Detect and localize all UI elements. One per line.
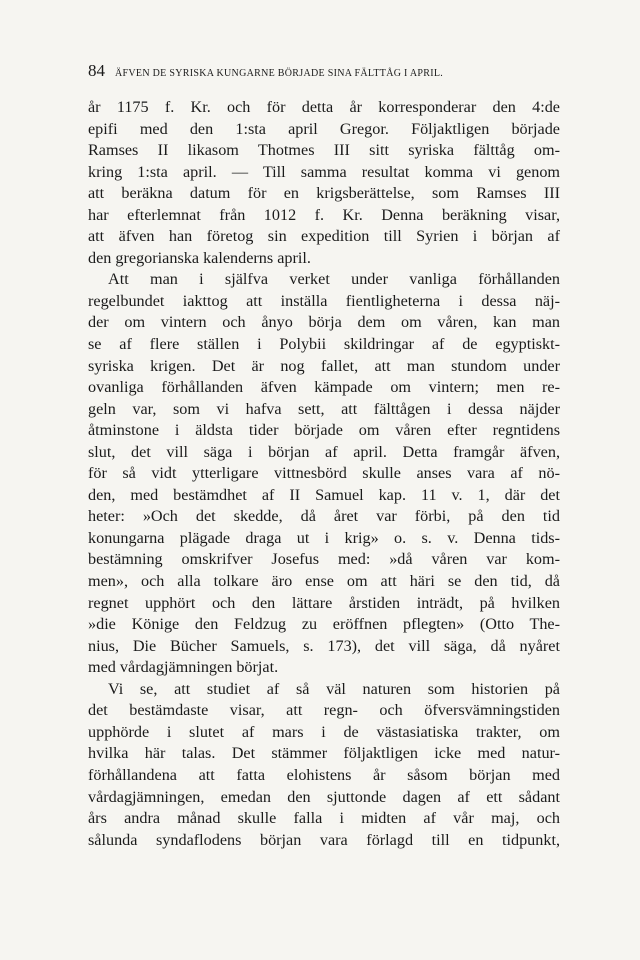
text-line: syriska krigen. Det är nog fallet, att man stundom under: [88, 356, 560, 375]
text-line: heter: »Och det skedde, då året var förbi, på den tid: [88, 507, 560, 526]
text-line: Ramses II likasom Thotmes III sitt syriska fälttåg om-: [88, 141, 560, 160]
text-line: slut, det vill säga i början af april. Detta framgår äfven,: [88, 442, 560, 461]
text-line: upphörde i slutet af mars i de västasiatiska trakter, om: [88, 722, 560, 741]
text-line: den gregorianska kalenderns april.: [88, 248, 311, 267]
text-line: att beräkna datum för en krigsberättelse, som Ramses III: [88, 184, 560, 203]
running-title: ÄFVEN DE SYRISKA KUNGARNE BÖRJADE SINA FÄLTTÅG I APRIL.: [115, 68, 444, 79]
text-line: men», och alla tolkare äro ense om att häri se den tid, då: [88, 572, 560, 591]
text-line: bestämning omskrifver Josefus med: »då våren var kom-: [88, 550, 560, 569]
text-line: der om vintern och ånyo börja dem om våren, kan man: [88, 313, 560, 332]
text-line: regnet upphört och den lättare årstiden inträdt, på hvilken: [88, 593, 560, 612]
text-line: med vårdagjämningen börjat.: [88, 658, 279, 677]
text-line: epifi med den 1:sta april Gregor. Följaktligen började: [88, 119, 560, 138]
text-line: förhållandena att fatta elohistens år såsom början med: [88, 765, 560, 784]
text-line: års andra månad skulle falla i midten af vår maj, och: [88, 809, 560, 828]
text-line: att äfven han företog sin expedition till Syrien i början af: [88, 227, 560, 246]
book-page: [88, 60, 560, 851]
page-number: 84: [88, 61, 105, 80]
text-line: nius, Die Bücher Samuels, s. 173), det vill säga, då nyåret: [88, 636, 560, 655]
text-line: regelbundet iakttog att inställa fientligheterna i dessa näj-: [88, 291, 560, 310]
text-line: den, med bestämdhet af II Samuel kap. 11 v. 1, där det: [88, 485, 560, 504]
running-head: [88, 60, 560, 85]
text-line: ovanliga förhållanden äfven kämpade om vintern; men re-: [88, 378, 560, 397]
text-line: hvilka här talas. Det stämmer följaktligen icke med natur-: [88, 744, 560, 763]
text-line: vårdagjämningen, emedan den sjuttonde dagen af ett sådant: [88, 787, 560, 806]
text-line: Vi se, att studiet af så väl naturen som historien på: [108, 679, 560, 698]
text-line: sålunda syndaflodens början vara förlagd till en tidpunkt,: [88, 830, 560, 849]
text-line: har efterlemnat från 1012 f. Kr. Denna beräkning visar,: [88, 205, 560, 224]
text-line: kring 1:sta april. — Till samma resultat komma vi genom: [88, 162, 560, 181]
text-line: för så vidt ytterligare vittnesbörd skulle anses vara af nö-: [88, 464, 560, 483]
text-line: geln var, som vi hafva sett, att fälttågen i dessa näjder: [88, 399, 560, 418]
text-line: åtminstone i äldsta tider började om våren efter regntidens: [88, 421, 560, 440]
text-line: »die Könige den Feldzug zu eröffnen pflegten» (Otto The-: [88, 615, 560, 634]
body-text: [88, 97, 560, 851]
text-line: Att man i själfva verket under vanliga förhållanden: [108, 270, 560, 289]
text-line: konungarna plägade draga ut i krig» o. s. v. Denna tids-: [88, 528, 560, 547]
text-line: se af flere ställen i Polybii skildringar af de egyptiskt-: [88, 335, 560, 354]
text-line: år 1175 f. Kr. och för detta år korresponderar den 4:de: [88, 98, 560, 116]
text-line: det bestämdaste visar, att regn- och öfversvämningstiden: [88, 701, 560, 720]
